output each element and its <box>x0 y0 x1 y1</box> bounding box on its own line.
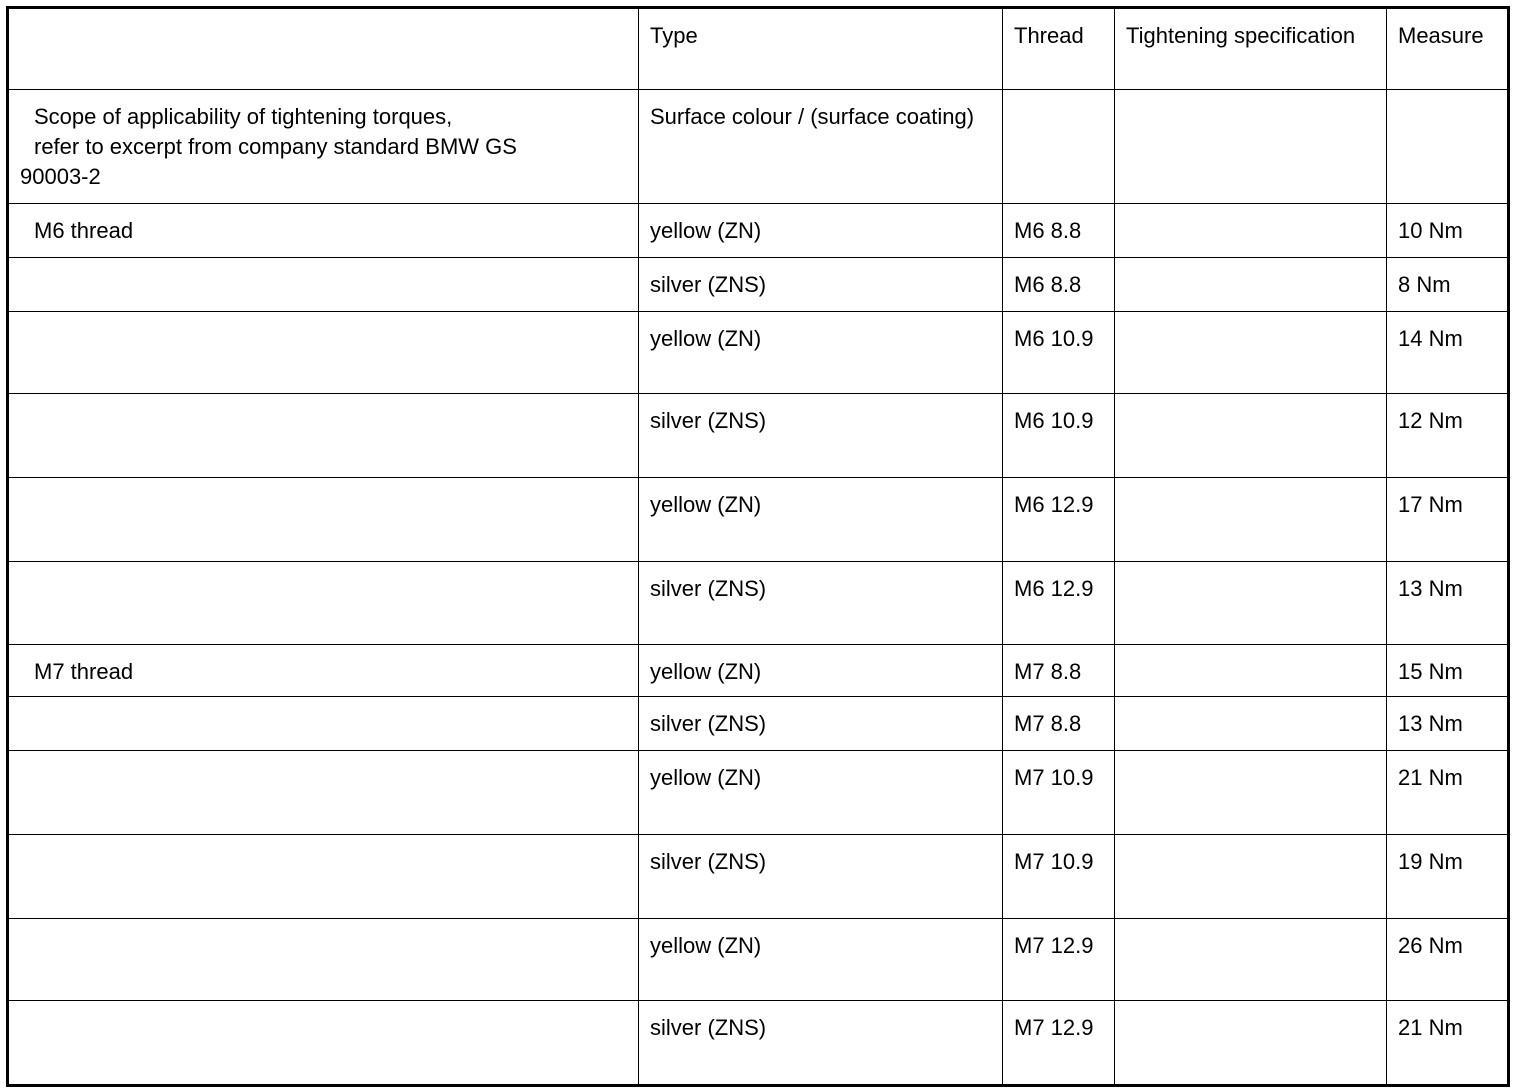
measure-cell: 13 Nm <box>1387 562 1509 645</box>
measure-cell: 12 Nm <box>1387 394 1509 478</box>
thread-cell: M6 8.8 <box>1003 258 1115 312</box>
tightening-cell <box>1115 919 1387 1001</box>
intro-tightening-cell <box>1115 90 1387 204</box>
table-row <box>8 1001 1509 1086</box>
thread-cell: M7 10.9 <box>1003 835 1115 919</box>
table-row <box>8 562 1509 645</box>
scope-cell <box>8 1001 639 1086</box>
tightening-cell <box>1115 751 1387 835</box>
thread-cell: M7 8.8 <box>1003 645 1115 697</box>
type-cell: yellow (ZN) <box>639 312 1003 394</box>
table-row <box>8 478 1509 562</box>
scope-description-cell <box>8 90 639 204</box>
measure-cell: 21 Nm <box>1387 751 1509 835</box>
scope-cell <box>8 394 639 478</box>
measure-cell: 8 Nm <box>1387 258 1509 312</box>
measure-cell: 19 Nm <box>1387 835 1509 919</box>
table-row <box>8 258 1509 312</box>
tightening-cell <box>1115 478 1387 562</box>
tightening-cell <box>1115 697 1387 751</box>
scope-cell: M7 thread <box>8 645 639 697</box>
scope-line-3: 90003-2 <box>20 164 101 189</box>
type-cell: yellow (ZN) <box>639 204 1003 258</box>
scope-cell <box>8 258 639 312</box>
tightening-cell <box>1115 1001 1387 1086</box>
tightening-cell <box>1115 312 1387 394</box>
scope-cell <box>8 919 639 1001</box>
measure-cell: 21 Nm <box>1387 1001 1509 1086</box>
measure-cell: 15 Nm <box>1387 645 1509 697</box>
thread-cell: M7 8.8 <box>1003 697 1115 751</box>
scope-cell <box>8 697 639 751</box>
header-thread-cell: Thread <box>1003 8 1115 90</box>
thread-cell: M6 12.9 <box>1003 562 1115 645</box>
header-tightening-cell: Tightening specification <box>1115 8 1387 90</box>
table-row <box>8 394 1509 478</box>
tightening-cell <box>1115 562 1387 645</box>
table-row <box>8 204 1509 258</box>
table-row <box>8 919 1509 1001</box>
scope-line-2: refer to excerpt from company standard BMW GS <box>34 134 517 159</box>
table-row <box>8 751 1509 835</box>
type-cell: yellow (ZN) <box>639 645 1003 697</box>
type-cell: yellow (ZN) <box>639 478 1003 562</box>
scope-cell <box>8 312 639 394</box>
thread-cell: M7 10.9 <box>1003 751 1115 835</box>
tightening-cell <box>1115 258 1387 312</box>
tightening-cell <box>1115 204 1387 258</box>
thread-cell: M6 10.9 <box>1003 394 1115 478</box>
measure-cell: 14 Nm <box>1387 312 1509 394</box>
table-body <box>8 204 1509 1086</box>
intro-thread-cell <box>1003 90 1115 204</box>
scope-line-1: Scope of applicability of tightening torques, <box>34 104 453 129</box>
type-cell: silver (ZNS) <box>639 258 1003 312</box>
tightening-cell <box>1115 394 1387 478</box>
tightening-torque-table <box>6 6 1510 1087</box>
scope-cell <box>8 478 639 562</box>
surface-colour-cell: Surface colour / (surface coating) <box>639 90 1003 204</box>
measure-cell: 13 Nm <box>1387 697 1509 751</box>
header-type-cell: Type <box>639 8 1003 90</box>
thread-cell: M6 8.8 <box>1003 204 1115 258</box>
intro-row <box>8 90 1509 204</box>
measure-cell: 17 Nm <box>1387 478 1509 562</box>
header-row <box>8 8 1509 90</box>
table-row <box>8 697 1509 751</box>
scope-cell <box>8 751 639 835</box>
tightening-cell <box>1115 645 1387 697</box>
type-cell: silver (ZNS) <box>639 1001 1003 1086</box>
measure-cell: 26 Nm <box>1387 919 1509 1001</box>
type-cell: silver (ZNS) <box>639 394 1003 478</box>
type-cell: yellow (ZN) <box>639 919 1003 1001</box>
thread-cell: M7 12.9 <box>1003 919 1115 1001</box>
header-scope-cell <box>8 8 639 90</box>
table-row <box>8 312 1509 394</box>
intro-measure-cell <box>1387 90 1509 204</box>
scope-cell <box>8 835 639 919</box>
type-cell: silver (ZNS) <box>639 697 1003 751</box>
scope-cell <box>8 562 639 645</box>
measure-cell: 10 Nm <box>1387 204 1509 258</box>
header-measure-cell: Measure <box>1387 8 1509 90</box>
thread-cell: M6 12.9 <box>1003 478 1115 562</box>
type-cell: silver (ZNS) <box>639 562 1003 645</box>
type-cell: yellow (ZN) <box>639 751 1003 835</box>
table-row <box>8 645 1509 697</box>
thread-cell: M7 12.9 <box>1003 1001 1115 1086</box>
type-cell: silver (ZNS) <box>639 835 1003 919</box>
tightening-cell <box>1115 835 1387 919</box>
thread-cell: M6 10.9 <box>1003 312 1115 394</box>
scope-cell: M6 thread <box>8 204 639 258</box>
table-row <box>8 835 1509 919</box>
